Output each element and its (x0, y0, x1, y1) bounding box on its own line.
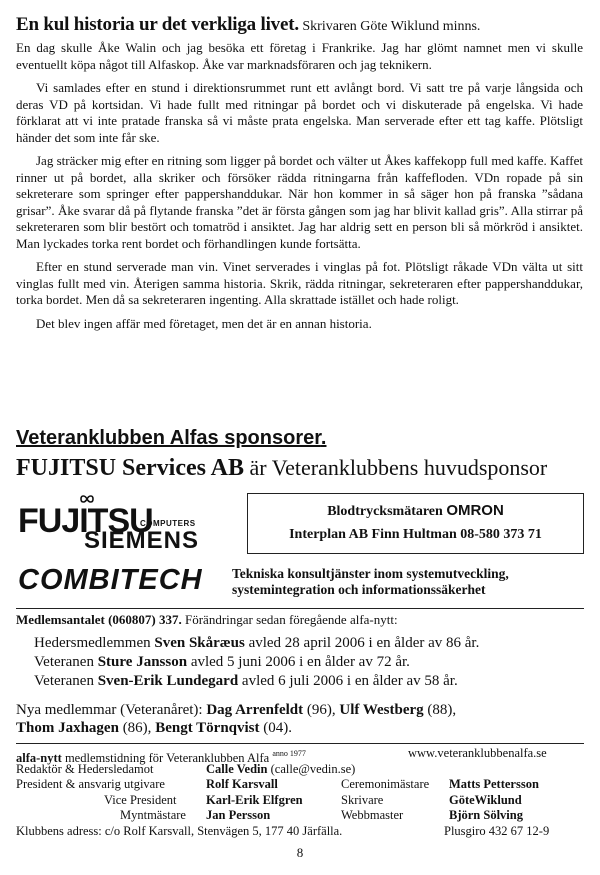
paragraph: Vi samlades efter en stund i direktionsrummet runt ett avlångt bord. Vi satt tre på varje långsida och deras VD på kortsidan. Vi hade fullt med ritningar på bordet och vi diskuterade på engelska. Vi hade förklarat att vi inte pratade franska så vi måste prata engelska. Man serverade efter ett tag kaffe. Plötsligt händer det som inte får ske. (16, 80, 583, 145)
combitech-description: Tekniska konsultjänster inom systemutveckling, systemintegration och informationssäkerhet (232, 566, 509, 597)
page-number: 8 (296, 845, 304, 860)
article-title (16, 16, 586, 36)
role-label: Vice President (104, 792, 177, 807)
divider (16, 743, 584, 744)
role-label: Ceremonimästare (341, 777, 430, 791)
omron-brand: OMRON (446, 502, 504, 519)
paragraph: En dag skulle Åke Walin och jag besöka ett företag i Frankrike. Jag har glömt namnet men vi skulle eventuellt köpa något till Alfaskop. Åke var marknadsföraren och jag teknikern. (16, 40, 583, 72)
role-name: Björn Sölving (449, 808, 523, 822)
combitech-logo: COMBITECH (18, 564, 203, 596)
main-sponsor-line (16, 455, 547, 482)
member-count-label: Medlemsantalet (16, 612, 105, 627)
member-change-note: Förändringar sedan föregående alfa-nytt: (184, 612, 398, 627)
role-label: President & ansvarig utgivare (16, 777, 165, 791)
fujitsu-siemens-logo (18, 494, 208, 556)
role-name: Karl-Erik Elfgren (206, 792, 303, 807)
logo-fujitsu-text: FUJITSU (18, 502, 153, 540)
omron-line: Blodtrycksmätaren OMRON (327, 502, 504, 519)
role-label: Myntmästare (120, 808, 186, 822)
omron-sponsor-box (247, 493, 584, 554)
colophon (16, 746, 586, 839)
article-byline: Skrivaren Göte Wiklund minns. (302, 19, 481, 34)
divider (16, 608, 584, 609)
role-label: Skrivare (341, 792, 384, 807)
paragraph: Det blev ingen affär med företaget, men det är en annan historia. (36, 315, 372, 331)
role-label: Webbmaster (341, 808, 404, 822)
obituary-list (34, 634, 479, 691)
role-name: Matts Pettersson (449, 777, 539, 791)
new-members (16, 701, 456, 737)
new-members-line: Nya medlemmar (Veteranåret): Dag Arrenfeldt (96), Ulf Westberg (88), (16, 702, 457, 718)
publication-line: alfa-nytt medlemstidning för Veteranklubben Alfa $^{anno 1977}$ (16, 749, 306, 765)
paragraph: Efter en stund serverade man vin. Vinet serverades i vinglas på fot. Plötsligt råkade VDn välta ut sitt vinglas fullt med vin. Återigen samma historia. Skrik, rädda ritningar, sekreteraren efter pappershanddukar, torka bordet. Men då sa sekreteraren ingenting. Alla skrattade istället och hade roligt. (16, 259, 583, 307)
list-item: Veteranen Sture Jansson avled 5 juni 2006 i en ålder av 72 år. (34, 654, 410, 670)
main-sponsor-name: FUJITSU Services AB (16, 455, 244, 481)
club-address: Klubbens adress: c/o Rolf Karsvall, Stenvägen 5, 177 40 Järfälla. (16, 823, 343, 838)
new-members-line: Thom Jaxhagen (86), Bengt Törnqvist (04). (16, 720, 293, 736)
list-item: Hedersmedlemmen Sven Skåræus avled 28 april 2006 i en ålder av 86 år. (34, 635, 480, 651)
member-count-date: (060807) (108, 612, 156, 627)
paragraph: Jag sträcker mig efter en ritning som ligger på bordet och välter ut Åkes kaffekopp full med kaffe. Kaffet rinner ut på bordet, alla skriker och försöker rädda ritningarna från kaffefloden. VDn ropade på sin sekreterare som springer efter pappershanddukar. När hon kommer in så säger hon på franska ”sådana grisar”. Åke svarar då på flytande franska ”det är första gången som jag har blivit kallad gris”. Alla stirrar på sekreteraren som blir bestört och tomatröd i ansiktet. Jag har aldrig sett en person bli så mörkröd i ansiktet. Man lyckades torka rent bordet och förhandlingen kunde fortsätta. (16, 153, 583, 251)
article-heading: En kul historia ur det verkliga livet. (16, 14, 299, 35)
role-name: GöteWiklund (449, 792, 522, 807)
member-count-line (16, 612, 398, 628)
omron-contact: Interplan AB Finn Hultman 08-580 373 71 (289, 527, 542, 542)
list-item: Veteranen Sven-Erik Lundegard avled 6 juli 2006 i en ålder av 58 år. (34, 673, 458, 689)
sponsors-heading: Veteranklubben Alfas sponsorer. (16, 427, 327, 449)
role-name: Calle Vedin (calle@vedin.se) (206, 761, 356, 776)
plusgiro: Plusgiro 432 67 12-9 (444, 823, 550, 838)
role-label: Redaktör & Hedersledamot (16, 761, 154, 776)
member-count-value: 337. (158, 612, 182, 627)
logo-computers-text: COMPUTERS (140, 519, 196, 528)
new-members-label: Nya medlemmar (Veteranåret): (16, 702, 203, 718)
editor-email[interactable]: (calle@vedin.se) (270, 761, 356, 776)
website-link[interactable]: www.veteranklubbenalfa.se (408, 746, 547, 760)
main-sponsor-text: är Veteranklubbens huvudsponsor (249, 455, 548, 480)
role-name: Rolf Karsvall (206, 777, 278, 791)
article-body (16, 40, 583, 339)
role-name: Jan Persson (206, 808, 271, 822)
logo-siemens-text: SIEMENS (84, 527, 200, 554)
